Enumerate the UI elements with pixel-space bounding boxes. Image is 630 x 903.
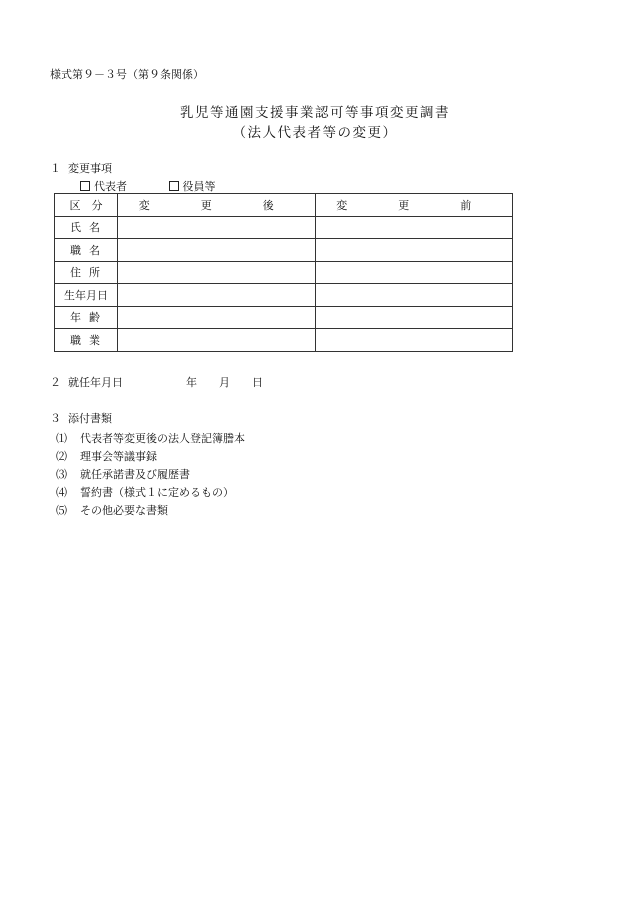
- cell-before-occupation[interactable]: [315, 329, 513, 352]
- option-officers[interactable]: [169, 178, 216, 194]
- item-number: ⑷: [56, 486, 67, 499]
- table-row: [55, 329, 513, 352]
- item-text: 就任承諾書及び履歴書: [80, 468, 190, 481]
- table-row: [55, 284, 513, 307]
- item-number: ⑶: [56, 468, 67, 481]
- cell-before-address[interactable]: [315, 261, 513, 284]
- item-text: 誓約書（様式１に定めるもの）: [80, 486, 234, 499]
- section-label: 就任年月日: [68, 376, 123, 389]
- section-number: １: [50, 162, 61, 175]
- cell-before-name[interactable]: [315, 216, 513, 239]
- section-number: ２: [50, 376, 61, 389]
- row-label-address: 住所: [55, 261, 118, 284]
- section-change-items: [50, 160, 112, 176]
- cell-before-position[interactable]: [315, 239, 513, 262]
- attachment-item: [56, 430, 245, 446]
- table-row: [55, 306, 513, 329]
- option-representative[interactable]: [80, 178, 127, 194]
- row-label-birthdate: 生年月日: [55, 284, 118, 307]
- item-number: ⑸: [56, 504, 67, 517]
- cell-before-birthdate[interactable]: [315, 284, 513, 307]
- form-number: 様式第９－３号（第９条関係）: [50, 68, 204, 81]
- row-label-name: 氏名: [55, 216, 118, 239]
- item-number: ⑵: [56, 450, 67, 463]
- table-row: [55, 261, 513, 284]
- cell-after-position[interactable]: [118, 239, 316, 262]
- document-subtitle: （法人代表者等の変更）: [232, 125, 398, 141]
- section-number: ３: [50, 412, 61, 425]
- cell-after-address[interactable]: [118, 261, 316, 284]
- appointment-date-field[interactable]: 年 月 日: [186, 376, 263, 389]
- row-label-occupation: 職業: [55, 329, 118, 352]
- cell-after-birthdate[interactable]: [118, 284, 316, 307]
- attachment-item: [56, 484, 234, 500]
- header-after: 変 更 後: [118, 194, 316, 217]
- change-table: [54, 193, 513, 352]
- cell-after-occupation[interactable]: [118, 329, 316, 352]
- checkbox-icon[interactable]: [169, 181, 179, 191]
- attachment-item: [56, 502, 168, 518]
- checkbox-icon[interactable]: [80, 181, 90, 191]
- header-category: 区 分: [55, 194, 118, 217]
- table-row: [55, 239, 513, 262]
- attachment-item: [56, 448, 157, 464]
- item-text: 理事会等議事録: [80, 450, 157, 463]
- cell-after-age[interactable]: [118, 306, 316, 329]
- item-text: 代表者等変更後の法人登記簿謄本: [80, 432, 245, 445]
- option-label: 代表者: [94, 180, 127, 193]
- row-label-age: 年齢: [55, 306, 118, 329]
- table-row: [55, 216, 513, 239]
- section-label: 添付書類: [68, 412, 112, 425]
- section-appointment-date: [50, 374, 263, 390]
- option-label: 役員等: [182, 180, 216, 193]
- table-header-row: [55, 194, 513, 217]
- row-label-position: 職名: [55, 239, 118, 262]
- attachment-item: [56, 466, 190, 482]
- item-number: ⑴: [56, 432, 67, 445]
- cell-before-age[interactable]: [315, 306, 513, 329]
- section-label: 変更事項: [68, 162, 112, 175]
- document-title: 乳児等通園支援事業認可等事項変更調書: [180, 105, 450, 121]
- change-options: [80, 178, 254, 194]
- section-attachments: [50, 410, 112, 426]
- cell-after-name[interactable]: [118, 216, 316, 239]
- item-text: その他必要な書類: [80, 504, 168, 517]
- header-before: 変 更 前: [315, 194, 513, 217]
